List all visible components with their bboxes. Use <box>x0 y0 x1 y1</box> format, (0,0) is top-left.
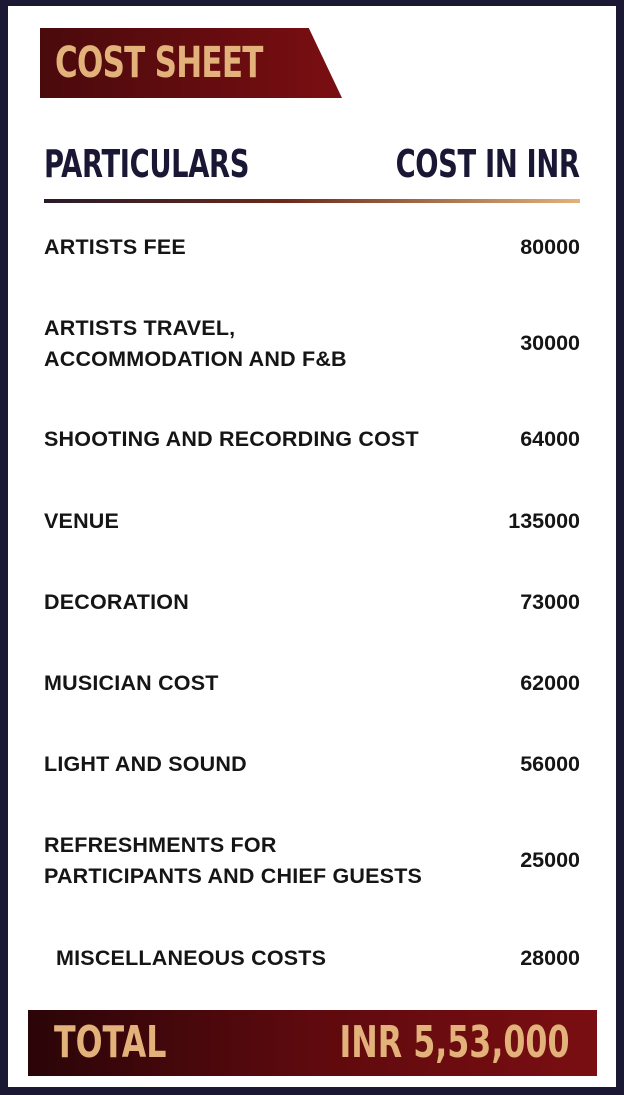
item-label-line: VENUE <box>44 509 120 533</box>
item-label-line: LIGHT AND SOUND <box>44 752 247 776</box>
item-label-venue <box>44 506 484 537</box>
item-value-decoration: 73000 <box>520 590 580 614</box>
item-value-shooting-recording: 64000 <box>520 427 580 451</box>
item-value-refreshments: 25000 <box>520 848 580 872</box>
item-value-venue: 135000 <box>508 509 580 533</box>
item-label-line: MISCELLANEOUS COSTS <box>56 946 327 970</box>
item-value-artists-fee: 80000 <box>520 235 580 259</box>
item-value-miscellaneous: 28000 <box>520 946 580 970</box>
item-label-miscellaneous <box>56 943 496 974</box>
item-label-line: ACCOMMODATION AND F&B <box>44 347 347 371</box>
item-value-musician-cost: 62000 <box>520 671 580 695</box>
total-label: TOTAL <box>54 1017 167 1068</box>
item-label-artists-travel <box>44 313 484 375</box>
item-label-line: ARTISTS TRAVEL, <box>44 316 236 340</box>
header-divider <box>44 199 580 203</box>
item-label-line: MUSICIAN COST <box>44 671 219 695</box>
item-label-line: PARTICIPANTS AND CHIEF GUESTS <box>44 864 423 888</box>
item-label-line: DECORATION <box>44 590 189 614</box>
page-title: COST SHEET <box>55 38 263 88</box>
item-value-artists-travel: 30000 <box>520 331 580 355</box>
cost-column-header: COST IN INR <box>395 142 580 186</box>
total-value: INR 5,53,000 <box>339 1017 570 1068</box>
item-label-light-sound <box>44 749 484 780</box>
item-value-light-sound: 56000 <box>520 752 580 776</box>
particulars-column-header: PARTICULARS <box>44 142 250 186</box>
item-label-decoration <box>44 587 484 618</box>
item-label-line: ARTISTS FEE <box>44 235 186 259</box>
item-label-shooting-recording <box>44 424 484 455</box>
item-label-refreshments <box>44 830 484 892</box>
item-label-artists-fee <box>44 232 484 263</box>
item-label-musician-cost <box>44 668 484 699</box>
item-label-line: SHOOTING AND RECORDING COST <box>44 427 419 451</box>
item-label-line: REFRESHMENTS FOR <box>44 833 277 857</box>
